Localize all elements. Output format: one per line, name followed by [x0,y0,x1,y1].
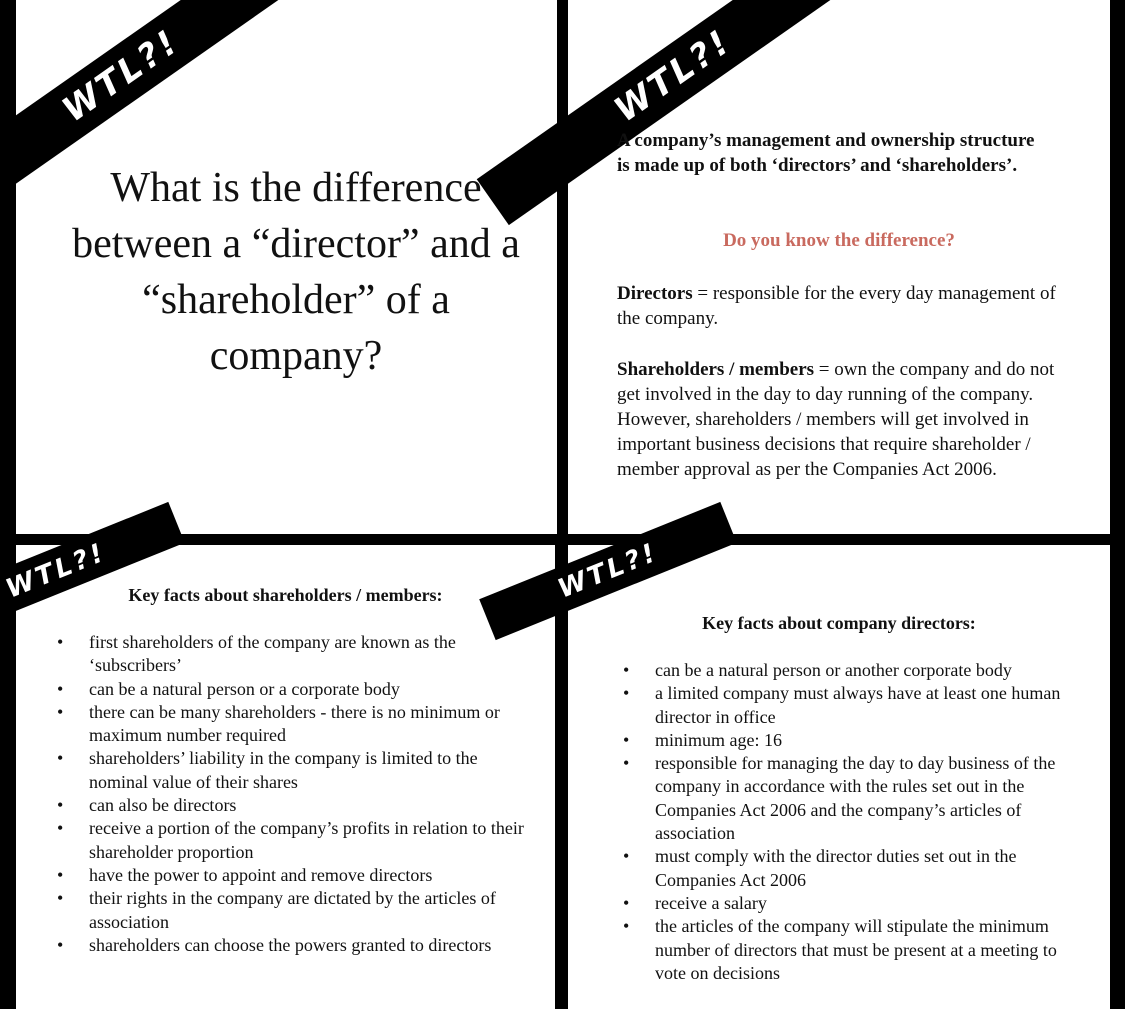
shareholder-facts-card [1,537,555,1009]
list-item [623,752,1083,845]
directors-definition [617,281,1067,331]
shareholder-facts-list [57,631,527,957]
list-item-text: a limited company must always have at least one human director in office [655,683,1061,727]
director-facts-card [553,537,1110,1009]
list-item [623,892,1083,915]
directors-definition-text: = responsible for the every day management of the company. [617,283,1056,329]
bullet-icon: • [57,888,64,909]
list-item-text: have the power to appoint and remove directors [89,864,433,885]
list-item [623,729,1083,752]
list-item [623,915,1083,985]
shareholders-term: Shareholders / members [617,359,815,380]
list-item-text: can also be directors [89,795,237,816]
bullet-icon: • [57,701,64,722]
list-item-text: shareholders’ liability in the company is limited to the nominal value of their shares [89,748,478,792]
wtl-ribbon: WTL?! [0,502,185,640]
bullet-icon: • [623,846,630,867]
bullet-icon: • [623,660,630,680]
list-item [57,817,527,864]
bullet-icon: • [623,916,630,937]
question-card [16,0,557,534]
bullet-icon: • [57,748,64,769]
list-item-text: first shareholders of the company are known as the ‘subscribers’ [89,632,456,676]
directors-term: Directors [617,283,693,304]
wtl-ribbon: WTL?! [0,0,317,225]
list-item-text: their rights in the company are dictated by the articles of association [89,888,496,932]
question-text: What is the difference between a “director” and a “shareholder” of a company? [72,165,520,379]
wtl-ribbon: WTL?! [479,502,737,640]
list-item [623,659,1083,682]
list-item-text: there can be many shareholders - there is no minimum or maximum number required [89,701,500,746]
list-item [623,682,1083,729]
bullet-icon: • [57,864,64,885]
director-facts-heading: Key facts about company directors: [702,613,976,633]
list-item-text: minimum age: 16 [655,729,782,750]
list-item-text: can be a natural person or another corporate body [655,660,1012,680]
list-item [623,845,1083,892]
bullet-icon: • [623,729,630,750]
list-item-text: the articles of the company will stipulate the minimum number of directors that must be present at a meeting to vote on decisions [655,916,1057,983]
bullet-icon: • [57,818,64,839]
list-item [57,631,527,678]
list-item-text: can be a natural person or a corporate body [89,678,400,699]
list-item [57,747,527,794]
list-item-text: shareholders can choose the powers granted to directors [89,934,492,955]
list-item-text: receive a salary [655,892,767,913]
list-item [57,794,527,817]
intro-text: A company’s management and ownership structure is made up of both ‘directors’ and ‘shareholders’. [617,130,1035,176]
shareholder-facts-heading: Key facts about shareholders / members: [128,585,443,605]
list-item [57,701,527,748]
bullet-icon: • [57,632,64,652]
shareholders-definition [617,357,1067,482]
bullet-icon: • [57,795,64,816]
bullet-icon: • [57,678,64,699]
list-item-text: responsible for managing the day to day business of the company in accordance with the rules set out in the Companies Act 2006 and the company’s articles of association [655,753,1056,844]
definition-card [568,0,1110,534]
list-item-text: receive a portion of the company’s profits in relation to their shareholder proportion [89,818,524,862]
bullet-icon: • [623,753,630,774]
list-item [57,934,527,957]
list-item-text: must comply with the director duties set out in the Companies Act 2006 [655,846,1017,890]
bullet-icon: • [623,892,630,913]
list-item [57,678,527,701]
list-item [57,887,527,934]
director-facts-list [623,659,1083,985]
shareholders-definition-text: = own the company and do not get involved in the day to day running of the company. However, shareholders / members will get involved in important business decisions that require shareholder / member approval as per the Companies Act 2006. [617,359,1055,480]
prompt-text: Do you know the difference? [723,230,955,251]
list-item [57,864,527,887]
bullet-icon: • [57,934,64,955]
wtl-ribbon: WTL?! [477,0,870,225]
bullet-icon: • [623,683,630,704]
